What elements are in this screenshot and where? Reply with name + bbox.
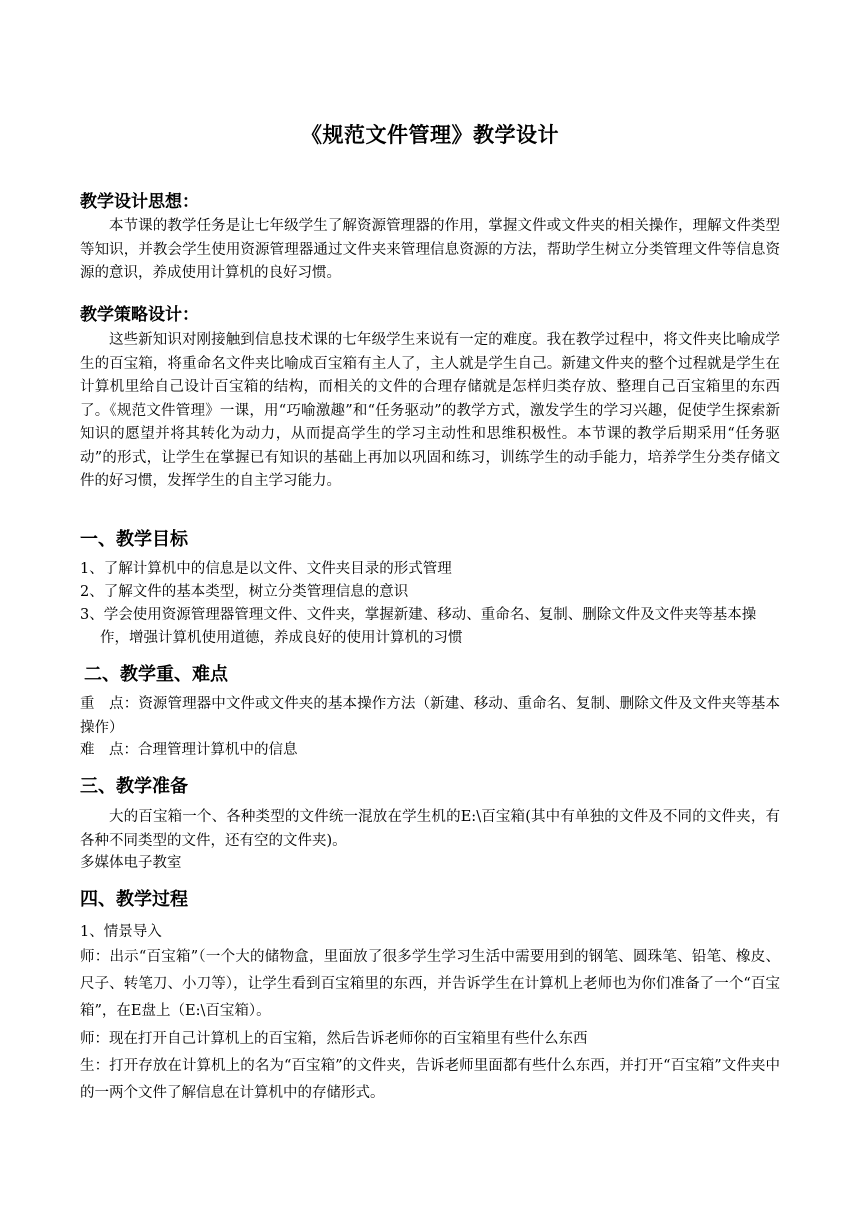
objectives-list xyxy=(80,558,780,650)
preparation-paragraph: 大的百宝箱一个、各种类型的文件统一混放在学生机的E:\百宝箱(其中有单独的文件及不同的文件夹，有各种不同类型的文件，还有空的文件夹)。 xyxy=(80,809,780,849)
strategy-heading: 教学策略设计： xyxy=(80,305,199,325)
preparation-room: 多媒体电子教室 xyxy=(80,855,182,871)
preparation-heading: 三、教学准备 xyxy=(80,776,188,797)
process-paragraph: 生：打开存放在计算机上的名为“百宝箱”的文件夹，告诉老师里面都有些什么东西，并打开“百宝箱”文件夹中的一两个文件了解信息在计算机中的存储形式。 xyxy=(80,1058,780,1101)
strategy-paragraph: 这些新知识对刚接触到信息技术课的七年级学生来说有一定的难度。我在教学过程中，将文件夹比喻成学生的百宝箱，将重命名文件夹比喻成百宝箱有主人了，主人就是学生自己。新建文件夹的整个过程就是学生在计算机里给自己设计百宝箱的结构，而相关的文件的合理存储就是怎样归类存放、整理自己百宝箱里的东西了。《规范文件管理》一课，用“巧喻激趣”和“任务驱动”的教学方式，激发学生的学习兴趣，促使学生探索新知识的愿望并将其转化为动力，从而提高学生的学习主动性和思维积极性。本节课的教学后期采用“任务驱动”的形式，让学生在掌握已有知识的基础上再加以巩固和练习，训练学生的动手能力，培养学生分类存储文件的好习惯，发挥学生的自主学习能力。 xyxy=(80,332,780,489)
design-idea-heading: 教学设计思想： xyxy=(80,192,199,212)
process-subheading: 1、情景导入 xyxy=(80,924,162,940)
objective-item: 2、了解文件的基本类型，树立分类管理信息的意识 xyxy=(80,584,409,600)
document-title: 《规范文件管理》教学设计 xyxy=(301,122,559,147)
objective-item: 3、学会使用资源管理器管理文件、文件夹，掌握新建、移动、重命名、复制、删除文件及文件夹等基本操作，增强计算机使用道德，养成良好的使用计算机的习惯 xyxy=(80,607,757,646)
process-heading: 四、教学过程 xyxy=(80,889,188,910)
process-paragraph: 师：现在打开自己计算机上的百宝箱，然后告诉老师你的百宝箱里有些什么东西 xyxy=(80,1031,588,1047)
key-point-text: 重 点：资源管理器中文件或文件夹的基本操作方法（新建、移动、重命名、复制、删除文件及文件夹等基本操作） xyxy=(80,696,780,736)
process-paragraph: 师：出示“百宝箱”（一个大的储物盒，里面放了很多学生学习生活中需要用到的钢笔、圆珠笔、铅笔、橡皮、尺子、转笔刀、小刀等），让学生看到百宝箱里的东西，并告诉学生在计算机上老师也为你们准备了一个“百宝箱”，在E盘上（E:\百宝箱）。 xyxy=(80,949,780,1019)
difficulty-text: 难 点：合理管理计算机中的信息 xyxy=(80,742,298,758)
design-idea-paragraph: 本节课的教学任务是让七年级学生了解资源管理器的作用，掌握文件或文件夹的相关操作，理解文件类型等知识，并教会学生使用资源管理器通过文件夹来管理信息资源的方法，帮助学生树立分类管理文件等信息资源的意识，养成使用计算机的良好习惯。 xyxy=(80,218,780,281)
objectives-heading: 一、教学目标 xyxy=(80,529,188,550)
objective-item: 1、了解计算机中的信息是以文件、文件夹目录的形式管理 xyxy=(80,561,452,577)
key-points-heading: 二、教学重、难点 xyxy=(84,664,228,685)
